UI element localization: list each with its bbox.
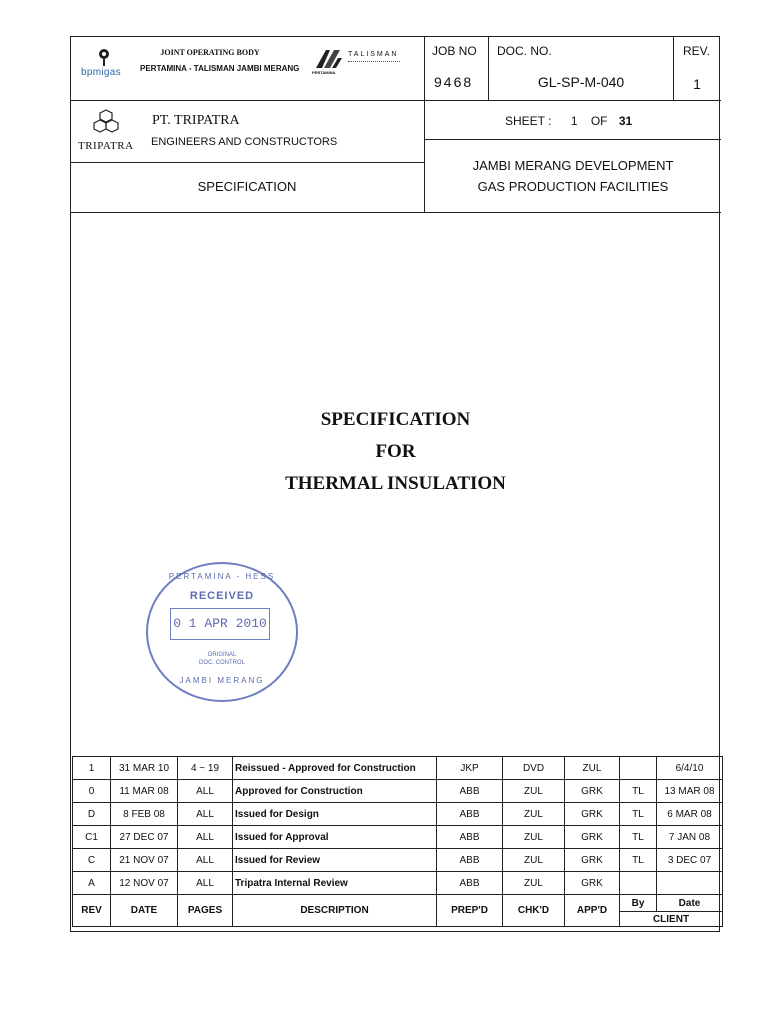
job-no-label: JOB NO [432, 44, 477, 58]
bpmigas-pin-icon [80, 44, 132, 84]
header-rev: REV [73, 895, 111, 927]
approved-cell: ZUL [565, 757, 620, 780]
header-approved: APP'D [565, 895, 620, 927]
client-date-cell: 6/4/10 [657, 757, 723, 780]
header-checked: CHK'D [503, 895, 565, 927]
document-type: SPECIFICATION [197, 179, 297, 194]
approved-cell: GRK [565, 826, 620, 849]
stamp-note-2: DOC. CONTROL [198, 660, 245, 666]
tripatra-hexagon-icon [76, 108, 148, 140]
approved-cell: GRK [565, 803, 620, 826]
prepared-cell: ABB [437, 849, 503, 872]
header-client-by: By [620, 895, 657, 912]
client-date-cell [657, 872, 723, 895]
date-cell: 31 MAR 10 [111, 757, 178, 780]
rev-cell: 1 [73, 757, 111, 780]
tripatra-logo-text: TRIPATRA [78, 140, 134, 152]
pages-cell: ALL [178, 849, 233, 872]
pages-cell: 4 ~ 19 [178, 757, 233, 780]
client-date-cell: 6 MAR 08 [657, 803, 723, 826]
bpmigas-logo-text: bpmigas [81, 67, 121, 78]
pertamina-arrow-icon [312, 46, 352, 70]
prepared-cell: ABB [437, 826, 503, 849]
title-line-3: THERMAL INSULATION [285, 473, 506, 494]
revision-row [73, 757, 723, 780]
checked-cell: DVD [503, 757, 565, 780]
description-cell: Approved for Construction [233, 780, 437, 803]
prepared-cell: ABB [437, 872, 503, 895]
bpmigas-logo [80, 44, 132, 84]
rev-label: REV. [683, 44, 710, 58]
received-stamp [146, 562, 298, 702]
header-date: DATE [111, 895, 178, 927]
stamp-received: RECEIVED [189, 590, 255, 602]
pertamina-logo-text: PERTAMINA [312, 70, 336, 75]
header-client: CLIENT [620, 912, 723, 927]
stamp-date-box: 0 1 APR 2010 [170, 608, 270, 640]
talisman-logo: TALISMAN [348, 51, 399, 58]
sheet-number: 1 [570, 114, 578, 128]
client-by-cell [620, 872, 657, 895]
talisman-rule [348, 61, 400, 62]
stamp-bottom-text: JAMBI MERANG [179, 676, 265, 685]
sheet-of: OF [590, 114, 608, 128]
client-by-cell [620, 757, 657, 780]
prepared-cell: JKP [437, 757, 503, 780]
pages-cell: ALL [178, 780, 233, 803]
date-cell: 21 NOV 07 [111, 849, 178, 872]
title-line-1: SPECIFICATION [320, 409, 471, 430]
doc-no: GL-SP-M-040 [537, 74, 625, 90]
sheet-total: 31 [618, 114, 633, 128]
client-date-cell: 3 DEC 07 [657, 849, 723, 872]
checked-cell: ZUL [503, 849, 565, 872]
header-client-date: Date [657, 895, 723, 912]
sheet-label: SHEET : [505, 114, 552, 128]
rev-number: 1 [693, 76, 701, 92]
rev-cell: C1 [73, 826, 111, 849]
description-cell: Reissued - Approved for Construction [233, 757, 437, 780]
checked-cell: ZUL [503, 826, 565, 849]
date-cell: 8 FEB 08 [111, 803, 178, 826]
client-date-cell: 7 JAN 08 [657, 826, 723, 849]
client-date-cell: 13 MAR 08 [657, 780, 723, 803]
stamp-top-text: PERTAMINA - HESS [168, 572, 276, 581]
checked-cell: ZUL [503, 803, 565, 826]
revision-header-row [73, 895, 723, 912]
sheet-info [505, 114, 632, 128]
doc-no-label: DOC. NO. [497, 44, 552, 58]
rev-cell: D [73, 803, 111, 826]
approved-cell: GRK [565, 849, 620, 872]
tripatra-logo [76, 108, 148, 156]
pages-cell: ALL [178, 826, 233, 849]
revision-row [73, 826, 723, 849]
header-description: DESCRIPTION [233, 895, 437, 927]
project-title-line1: JAMBI MERANG DEVELOPMENT [472, 158, 674, 173]
rev-cell: C [73, 849, 111, 872]
checked-cell: ZUL [503, 780, 565, 803]
revision-row [73, 872, 723, 895]
client-by-cell: TL [620, 803, 657, 826]
description-cell: Issued for Review [233, 849, 437, 872]
prepared-cell: ABB [437, 803, 503, 826]
header-pages: PAGES [178, 895, 233, 927]
stamp-note-1: ORIGINAL [207, 652, 237, 658]
prepared-cell: ABB [437, 780, 503, 803]
company-subtitle: ENGINEERS AND CONSTRUCTORS [151, 136, 338, 148]
revision-row [73, 803, 723, 826]
client-by-cell: TL [620, 780, 657, 803]
rev-cell: A [73, 872, 111, 895]
description-cell: Issued for Design [233, 803, 437, 826]
project-title-line2: GAS PRODUCTION FACILITIES [477, 179, 669, 194]
pages-cell: ALL [178, 803, 233, 826]
header-prepared: PREP'D [437, 895, 503, 927]
pertamina-logo [312, 46, 352, 78]
revision-table [72, 756, 723, 927]
client-by-cell: TL [620, 826, 657, 849]
jv-name: PERTAMINA - TALISMAN JAMBI MERANG [140, 64, 300, 73]
pages-cell: ALL [178, 872, 233, 895]
company-name: PT. TRIPATRA [152, 113, 240, 128]
revision-row [73, 780, 723, 803]
checked-cell: ZUL [503, 872, 565, 895]
date-cell: 12 NOV 07 [111, 872, 178, 895]
date-cell: 27 DEC 07 [111, 826, 178, 849]
client-by-cell: TL [620, 849, 657, 872]
rev-cell: 0 [73, 780, 111, 803]
date-cell: 11 MAR 08 [111, 780, 178, 803]
title-line-2: FOR [375, 441, 416, 462]
description-cell: Tripatra Internal Review [233, 872, 437, 895]
revision-row [73, 849, 723, 872]
approved-cell: GRK [565, 872, 620, 895]
job-no: 9468 [434, 74, 474, 90]
description-cell: Issued for Approval [233, 826, 437, 849]
approved-cell: GRK [565, 780, 620, 803]
jv-title: JOINT OPERATING BODY [160, 48, 260, 57]
